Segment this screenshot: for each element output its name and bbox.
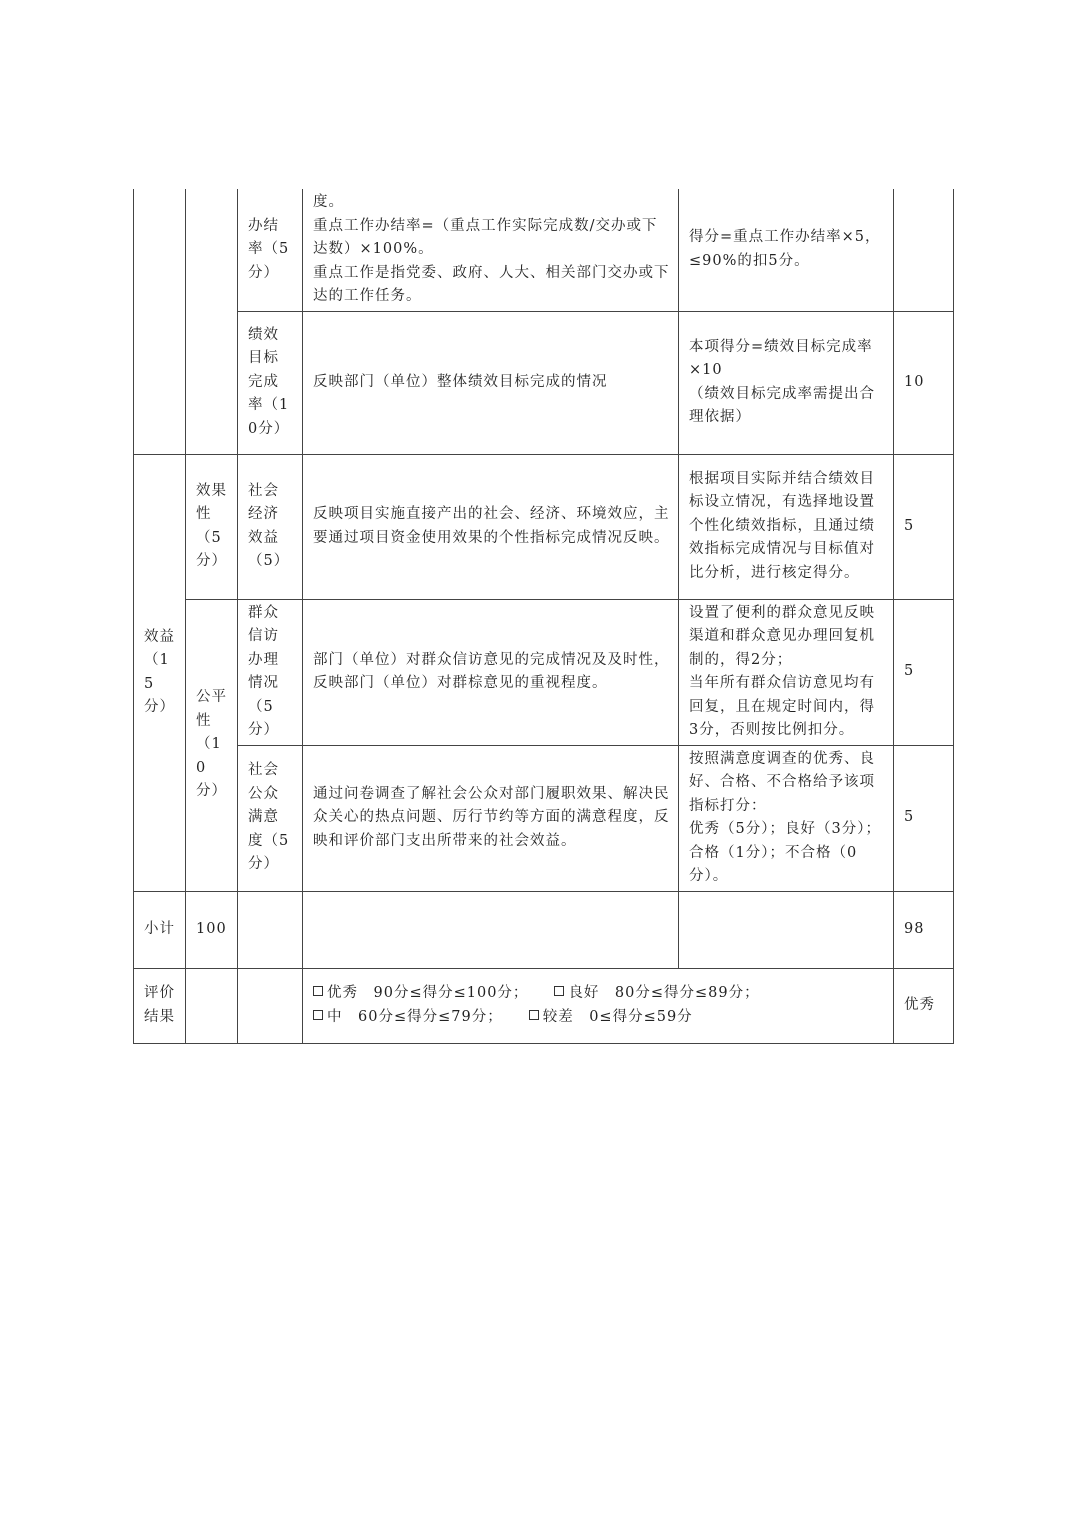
grade-option-poor: 较差 0≤得分≤59分 xyxy=(542,1008,693,1025)
checkbox-icon xyxy=(554,986,564,996)
empty-cell xyxy=(238,891,303,968)
result-value: 优秀 xyxy=(894,968,954,1043)
grade-option-good: 良好 80分≤得分≤89分； xyxy=(568,985,760,1001)
scoring-criteria: 设置了便利的群众意见反映渠道和群众意见办理回复机制的，得2分； 当年所有群众信访意见均有回复，且在规定时间内，得3分，否则按比例扣分。 xyxy=(679,599,894,745)
empty-cell xyxy=(303,891,679,968)
level1-cell-empty xyxy=(134,189,186,454)
subtotal-score: 98 xyxy=(894,891,954,968)
indicator-name: 办结率（5分） xyxy=(238,189,303,311)
indicator-name: 社会经济效益（5） xyxy=(238,454,303,599)
grade-option-excellent: 优秀 90分≤得分≤100分； xyxy=(327,985,529,1001)
grade-options-line-1 xyxy=(313,982,885,1006)
table-row-evaluation-result xyxy=(134,968,954,1043)
score-cell: 5 xyxy=(894,745,954,891)
scoring-criteria: 得分=重点工作办结率×5，≤90%的扣5分。 xyxy=(679,189,894,311)
indicator-description: 度。 重点工作办结率=（重点工作实际完成数/交办或下达数）×100%。 重点工作是指党委、政府、人大、相关部门交办或下达的工作任务。 xyxy=(303,189,679,311)
indicator-description: 反映部门（单位）整体绩效目标完成的情况 xyxy=(303,311,679,454)
indicator-name: 社会公众满意度（5分） xyxy=(238,745,303,891)
table-row-completion-rate xyxy=(134,189,954,311)
table-row-public-satisfaction xyxy=(134,745,954,891)
subtotal-points: 100 xyxy=(186,891,238,968)
empty-cell xyxy=(186,968,238,1043)
grade-option-medium: 中 60分≤得分≤79分； xyxy=(327,1008,503,1025)
score-cell xyxy=(894,189,954,311)
indicator-name: 群众信访办理情况（5分） xyxy=(238,599,303,745)
scoring-criteria: 本项得分=绩效目标完成率×10 （绩效目标完成率需提出合理依据） xyxy=(679,311,894,454)
table-row-performance-target xyxy=(134,311,954,454)
grade-options xyxy=(303,968,894,1043)
scoring-criteria: 按照满意度调查的优秀、良好、合格、不合格给予该项指标打分： 优秀（5分）；良好（3分）；合格（1分）；不合格（0分）。 xyxy=(679,745,894,891)
level2-cell-empty xyxy=(186,189,238,454)
table-row-petition-handling xyxy=(134,599,954,745)
empty-cell xyxy=(679,891,894,968)
checkbox-icon xyxy=(529,1010,539,1020)
table-row-subtotal xyxy=(134,891,954,968)
scoring-criteria: 根据项目实际并结合绩效目标设立情况，有选择地设置个性化绩效指标，且通过绩效指标完成情况与目标值对比分析，进行核定得分。 xyxy=(679,454,894,599)
indicator-description: 部门（单位）对群众信访意见的完成情况及及时性，反映部门（单位）对群棕意见的重视程度。 xyxy=(303,599,679,745)
subtotal-label: 小计 xyxy=(134,891,186,968)
score-cell: 5 xyxy=(894,454,954,599)
indicator-description: 通过问卷调查了解社会公众对部门履职效果、解决民众关心的热点问题、厉行节约等方面的满意程度，反映和评价部门支出所带来的社会效益。 xyxy=(303,745,679,891)
level2-category: 效果性（5分） xyxy=(186,454,238,599)
level1-category: 效益（15分） xyxy=(134,454,186,891)
table-row-social-economic-benefit xyxy=(134,454,954,599)
level2-category: 公平性（10分） xyxy=(186,599,238,891)
empty-cell xyxy=(238,968,303,1043)
checkbox-icon xyxy=(313,986,323,996)
result-label: 评价结果 xyxy=(134,968,186,1043)
score-cell: 10 xyxy=(894,311,954,454)
indicator-name: 绩效目标完成率（10分） xyxy=(238,311,303,454)
grade-options-line-2 xyxy=(313,1006,885,1030)
checkbox-icon xyxy=(313,1010,323,1020)
score-cell: 5 xyxy=(894,599,954,745)
evaluation-table xyxy=(133,189,954,1044)
indicator-description: 反映项目实施直接产出的社会、经济、环境效应，主要通过项目资金使用效果的个性指标完成情况反映。 xyxy=(303,454,679,599)
